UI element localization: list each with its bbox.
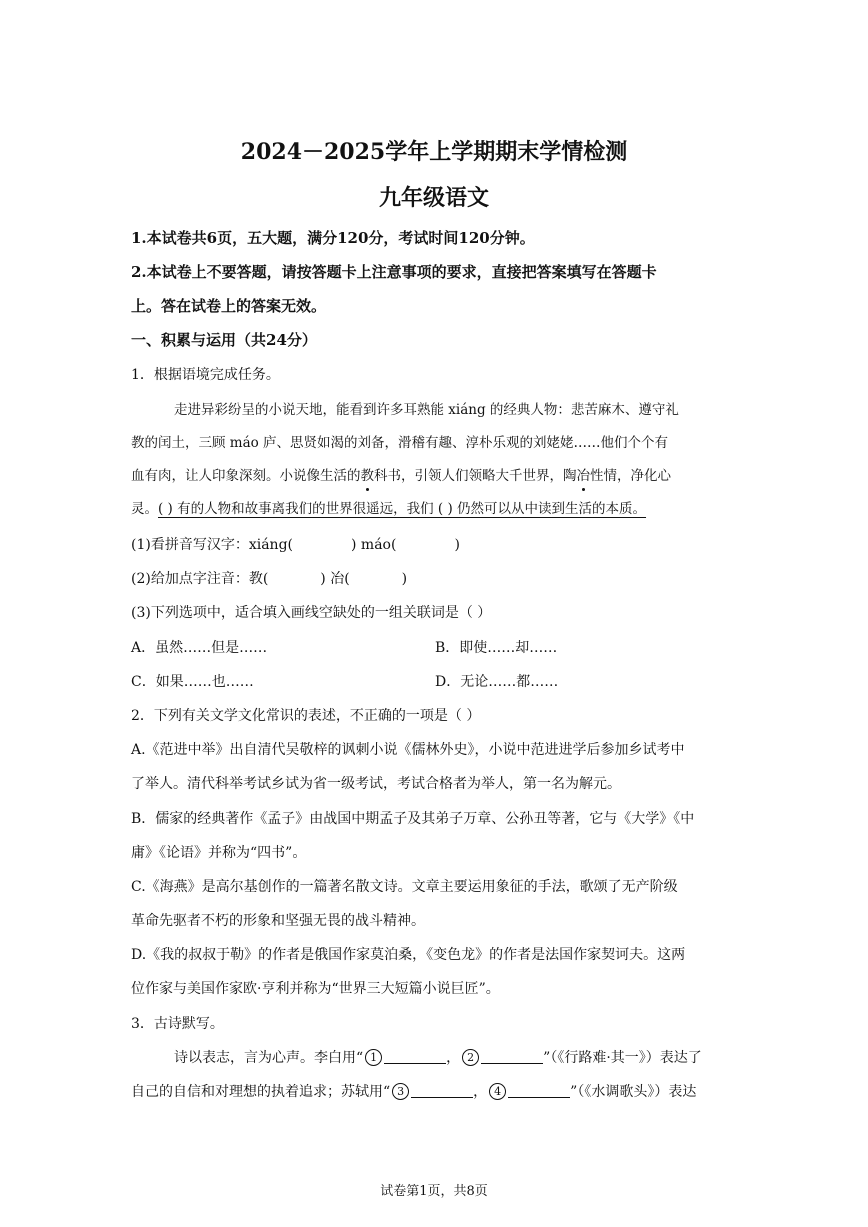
q2-option-c-line-1: C.《海燕》是高尔基创作的一篇著名散文诗。文章主要运用象征的手法，歌颂了无产阶级: [131, 879, 678, 895]
q1-passage-line-4: [131, 499, 646, 519]
passage-text: 性情，净化心: [590, 468, 671, 484]
blank-number-1: 1: [365, 1049, 382, 1066]
q2-option-d-line-2: 位作家与美国作家欧·亨利并称为“世界三大短篇小说巨匠”。: [131, 981, 500, 997]
q2-stem: 2．下列有关文学文化常识的表述，不正确的一项是（ ）: [131, 708, 481, 724]
q2-option-a-line-2: 了举人。清代科举考试乡试为省一级考试，考试合格者为举人，第一名为解元。: [131, 776, 621, 792]
passage-text: 灵。: [131, 501, 158, 517]
sub1-text: ): [454, 537, 460, 553]
page-footer: 试卷第1页，共8页: [380, 1184, 488, 1199]
blank-number-2: 2: [462, 1049, 479, 1066]
poem-blank: [411, 1083, 473, 1098]
q1-sub3: (3)下列选项中，适合填入画线空缺处的一组关联词是（ ）: [131, 605, 492, 621]
sub2-text: (2)给加点字注音：教(: [131, 571, 269, 587]
q1-stem: 1．根据语境完成任务。: [131, 367, 280, 383]
option-b: B．即使……却……: [435, 640, 558, 656]
q1-sub1: [131, 535, 460, 555]
underlined-sentence: ( ) 有的人物和故事离我们的世界很遥远，我们 ( ) 仍然可以从中读到生活的本质。: [158, 501, 647, 517]
q3-text: 自己的自信和对理想的执着追求；苏轼用“: [131, 1084, 391, 1100]
blank-number-4: 4: [489, 1083, 506, 1100]
poem-blank: [384, 1049, 446, 1064]
q1-passage-line-2: 教的闰土，三顾 máo 庐、思贤如渴的刘备，滑稽有趣、淳朴乐观的刘姥姥……他们个个有: [131, 435, 669, 451]
note-1: 1.本试卷共6页，五大题，满分120分，考试时间120分钟。: [131, 229, 535, 247]
poem-blank: [481, 1049, 543, 1064]
passage-text: 血有肉，让人印象深刻。小说像生活的: [131, 468, 361, 484]
page-subtitle: 九年级语文: [378, 185, 489, 211]
q1-passage-line-1: 走进异彩纷呈的小说天地，能看到许多耳熟能 xiáng 的经典人物：悲苦麻木、遵守礼: [174, 402, 679, 418]
sub1-text: (1)看拼音写汉字：xiáng(: [131, 537, 293, 553]
blank-number-3: 3: [392, 1083, 409, 1100]
q1-sub2: [131, 569, 407, 589]
sub2-text: ) 冶(: [320, 571, 350, 587]
q3-line-1: [174, 1048, 702, 1068]
q3-text: ，: [473, 1084, 488, 1100]
q3-line-2: [131, 1082, 696, 1102]
option-a: A．虽然……但是……: [131, 640, 268, 656]
q1-passage-line-3: [131, 466, 671, 486]
q2-option-a-line-1: A.《范进中举》出自清代吴敬梓的讽刺小说《儒林外史》，小说中范进进学后参加乡试考中: [131, 742, 685, 758]
poem-blank: [508, 1083, 570, 1098]
passage-text: 科书，引领人们领略大千世界，陶: [374, 468, 577, 484]
note-3: 上。答在试卷上的答案无效。: [131, 297, 327, 315]
note-2: 2.本试卷上不要答题，请按答题卡上注意事项的要求，直接把答案填写在答题卡: [131, 263, 657, 281]
q3-stem: 3．古诗默写。: [131, 1016, 224, 1032]
q3-text: ”（《行路难·其一》）表达了: [543, 1050, 702, 1066]
page-title: 2024－2025学年上学期期末学情检测: [240, 139, 628, 165]
section-heading: 一、积累与运用（共24分）: [131, 331, 317, 349]
dotted-char-jiao: 教: [360, 468, 374, 484]
dotted-char-ye: 冶: [576, 468, 590, 484]
option-d: D．无论……都……: [435, 674, 559, 690]
sub2-text: ): [401, 571, 408, 587]
q2-option-b-line-1: B．儒家的经典著作《孟子》由战国中期孟子及其弟子万章、公孙丑等著，它与《大学》《中: [131, 811, 695, 827]
q2-option-c-line-2: 革命先驱者不朽的形象和坚强无畏的战斗精神。: [131, 913, 425, 929]
q3-text: 诗以表志，言为心声。李白用“: [174, 1050, 364, 1066]
q2-option-b-line-2: 庸》《论语》并称为“四书”。: [131, 845, 307, 861]
sub1-text: ) máo(: [351, 537, 397, 553]
option-c: C．如果……也……: [131, 674, 254, 690]
q2-option-d-line-1: D.《我的叔叔于勒》的作者是俄国作家莫泊桑，《变色龙》的作者是法国作家契诃夫。这两: [131, 947, 686, 963]
q3-text: ，: [446, 1050, 461, 1066]
q3-text: ”（《水调歌头》）表达: [570, 1084, 697, 1100]
